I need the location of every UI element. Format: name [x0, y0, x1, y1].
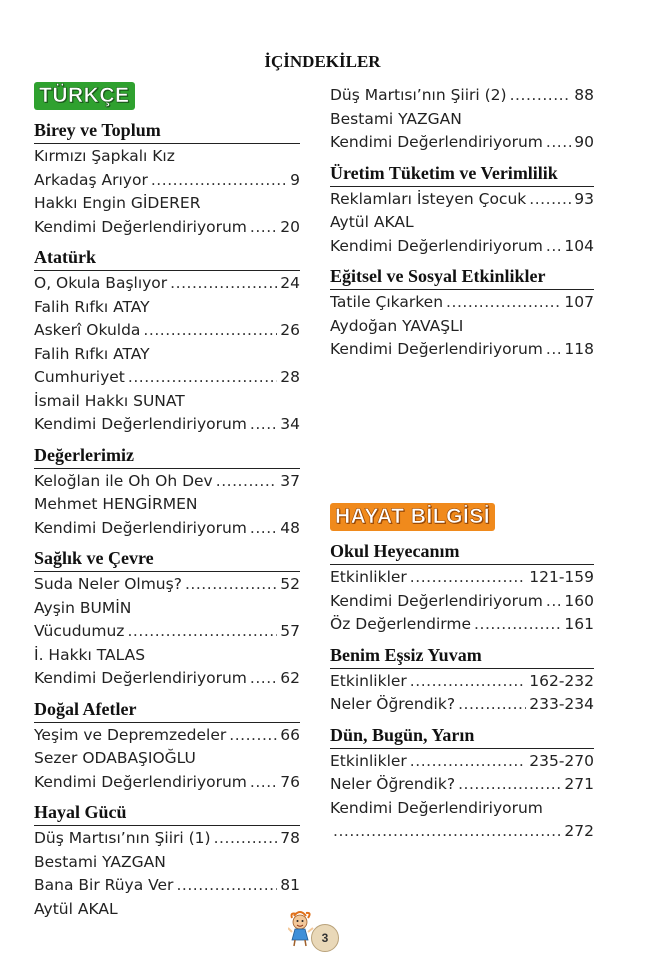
dot-leader [546, 235, 562, 259]
entry-title: Öz Değerlendirme [330, 615, 472, 633]
entry-page-number: 24 [280, 274, 300, 292]
entry-page-number: 118 [564, 340, 594, 358]
dot-leader [128, 366, 277, 390]
entry-page-number: 162-232 [529, 671, 594, 690]
entry-author-or-title: Kırmızı Şapkalı Kız [34, 147, 175, 165]
entry-page-number: 9 [290, 170, 300, 189]
entry-title: Etkinlikler [330, 751, 407, 770]
entry-title: Kendimi Değerlendiriyorum [34, 669, 247, 687]
entry-title: Vücudumuz [34, 622, 125, 640]
entry-page-number: 272 [564, 822, 594, 840]
hayat-bilgisi-section-list [330, 539, 594, 844]
dot-leader [446, 291, 561, 315]
section-divider [34, 468, 300, 469]
section-title: Doğal Afetler [34, 698, 137, 719]
dot-leader [127, 620, 277, 644]
section-divider [34, 825, 300, 826]
dot-leader [410, 566, 526, 590]
toc-entry [330, 84, 594, 108]
entry-page-number: 161 [564, 615, 594, 633]
toc-entry [330, 566, 594, 590]
section-divider [330, 668, 594, 669]
entry-title: Neler Öğrendik? [330, 775, 456, 793]
dot-leader [250, 413, 277, 437]
toc-entry [34, 413, 300, 437]
entry-title: Cumhuriyet [34, 368, 125, 386]
entry-title: Yeşim ve Depremzedeler [34, 725, 227, 744]
entry-page-number: 121-159 [529, 568, 594, 586]
toc-entry [330, 750, 594, 774]
toc-section [330, 161, 594, 259]
toc-entry [34, 216, 300, 240]
toc-entry [34, 874, 300, 898]
entry-title: O, Okula Başlıyor [34, 274, 168, 292]
entry-page-number: 104 [564, 236, 594, 255]
entry-page-number: 48 [280, 518, 300, 537]
dot-leader [250, 517, 277, 541]
entry-title: Reklamları İsteyen Çocuk [330, 189, 527, 208]
toc-entry [34, 272, 300, 296]
turkce-badge: TÜRKÇE [34, 82, 135, 110]
toc-entry [34, 169, 300, 193]
entry-author-or-title: Bestami YAZGAN [330, 109, 462, 128]
toc-entry [330, 291, 594, 315]
dot-leader [474, 613, 561, 637]
continued-entry-list [330, 84, 594, 155]
toc-entry [330, 670, 594, 694]
toc-entry [330, 613, 594, 637]
entry-title: Tatile Çıkarken [330, 293, 444, 311]
toc-entry [34, 366, 300, 390]
section-divider [34, 143, 300, 144]
toc-entry [34, 573, 300, 597]
dot-leader [333, 820, 561, 844]
entry-title: Kendimi Değerlendiriyorum [330, 591, 543, 610]
section-divider [34, 571, 300, 572]
dot-leader [410, 750, 526, 774]
entry-author-or-title: İsmail Hakkı SUNAT [34, 391, 185, 410]
toc-entry [34, 470, 300, 494]
section-divider [330, 748, 594, 749]
dot-leader [185, 573, 277, 597]
entry-title: Arkadaş Arıyor [34, 170, 148, 189]
toc-entry [330, 338, 594, 362]
section-divider [34, 722, 300, 723]
toc-entry [34, 319, 300, 343]
entry-page-number: 28 [280, 368, 300, 386]
dot-leader [546, 338, 562, 362]
entry-page-number: 76 [280, 772, 300, 791]
entry-author-or-title: Bestami YAZGAN [34, 852, 166, 871]
toc-section [34, 245, 300, 437]
toc-entry [330, 131, 594, 155]
section-title: Hayal Gücü [34, 802, 127, 822]
entry-page-number: 37 [280, 471, 300, 490]
section-title: Üretim Tüketim ve Verimlilik [330, 162, 558, 183]
dot-leader [151, 169, 287, 193]
entry-title: Kendimi Değerlendiriyorum [34, 217, 247, 236]
section-title: Birey ve Toplum [34, 120, 161, 140]
dot-leader [250, 667, 277, 691]
entry-page-number: 160 [564, 591, 594, 610]
entry-page-number: 52 [280, 575, 300, 593]
dot-leader [410, 670, 526, 694]
entry-author-or-title: Aytül AKAL [34, 899, 118, 918]
toc-section [330, 723, 594, 844]
section-divider [34, 270, 300, 271]
left-column [34, 82, 300, 921]
entry-author-or-title: Mehmet HENGİRMEN [34, 495, 198, 513]
dot-leader [250, 771, 277, 795]
entry-title: Kendimi Değerlendiriyorum [34, 518, 247, 537]
section-title: Okul Heyecanım [330, 541, 460, 561]
entry-title: Suda Neler Olmuş? [34, 575, 182, 593]
entry-title: Kendimi Değerlendiriyorum [330, 236, 543, 255]
entry-page-number: 107 [564, 293, 594, 311]
section-title: Atatürk [34, 247, 96, 267]
entry-page-number: 62 [280, 669, 300, 687]
toc-section [34, 800, 300, 921]
entry-title: Kendimi Değerlendiriyorum [34, 415, 247, 433]
toc-entry [34, 724, 300, 748]
dot-leader [170, 272, 277, 296]
turkce-section-list [34, 118, 300, 921]
entry-author-or-title: Aydoğan YAVAŞLI [330, 316, 464, 335]
dot-leader [546, 590, 562, 614]
entry-page-number: 93 [574, 189, 594, 208]
entry-page-number: 66 [280, 725, 300, 744]
toc-entry [330, 820, 594, 844]
toc-section [330, 264, 594, 362]
entry-page-number: 20 [280, 217, 300, 236]
entry-author-or-title: İ. Hakkı TALAS [34, 645, 146, 664]
entry-title: Askerî Okulda [34, 321, 141, 339]
dot-leader [250, 216, 277, 240]
section-title: Değerlerimiz [34, 444, 134, 465]
section-divider [330, 186, 594, 187]
entry-title: Kendimi Değerlendiriyorum [34, 772, 247, 791]
section-title: Sağlık ve Çevre [34, 548, 154, 568]
entry-title: Kendimi Değerlendiriyorum [330, 340, 543, 358]
entry-page-number: 34 [280, 415, 300, 433]
dot-leader [510, 84, 572, 108]
section-title: Eğitsel ve Sosyal Etkinlikler [330, 266, 546, 286]
toc-section [330, 539, 594, 637]
entry-author-or-title: Falih Rıfkı ATAY [34, 297, 150, 316]
entry-author-or-title: Hakkı Engin GİDERER [34, 194, 201, 212]
toc-entry [330, 693, 594, 717]
dot-leader [176, 874, 277, 898]
right-section-list [330, 161, 594, 362]
toc-entry [330, 235, 594, 259]
dot-leader [458, 693, 526, 717]
dot-leader [458, 773, 561, 797]
dot-leader [214, 827, 278, 851]
hayat-bilgisi-subject-heading [330, 503, 594, 533]
entry-title: Neler Öğrendik? [330, 695, 456, 713]
toc-entry [330, 188, 594, 212]
entry-title: Kendimi Değerlendiriyorum [330, 133, 543, 151]
turkce-subject-heading [34, 82, 300, 112]
right-column-bottom [330, 503, 594, 844]
hayat-bilgisi-badge: HAYAT BİLGİSİ [330, 503, 495, 531]
entry-title: Düş Martısı’nın Şiiri (1) [34, 829, 211, 847]
entry-page-number: 78 [280, 829, 300, 847]
dot-leader [143, 319, 277, 343]
toc-entry [330, 590, 594, 614]
entry-author-or-title: Falih Rıfkı ATAY [34, 344, 150, 363]
entry-title: Keloğlan ile Oh Oh Dev [34, 471, 213, 490]
toc-entry [34, 517, 300, 541]
entry-author-or-title: Aytül AKAL [330, 213, 414, 231]
toc-section [330, 643, 594, 717]
toc-entry [34, 771, 300, 795]
entry-title: Etkinlikler [330, 671, 407, 690]
entry-title: Bana Bir Rüya Ver [34, 876, 174, 894]
dot-leader [529, 188, 571, 212]
entry-title: Etkinlikler [330, 568, 407, 586]
toc-section [34, 118, 300, 239]
dot-leader [216, 470, 278, 494]
toc-entry [330, 773, 594, 797]
entry-title: Düş Martısı’nın Şiiri (2) [330, 86, 507, 104]
entry-page-number: 233-234 [529, 695, 594, 713]
entry-author-or-title: Ayşin BUMİN [34, 598, 132, 617]
entry-page-number: 88 [574, 86, 594, 104]
right-column-top [330, 84, 594, 362]
entry-page-number: 26 [280, 321, 300, 339]
entry-page-number: 57 [280, 622, 300, 640]
section-title: Benim Eşsiz Yuvam [330, 644, 482, 665]
entry-author-or-title: Sezer ODABAŞIOĞLU [34, 749, 196, 767]
dot-leader [229, 724, 277, 748]
page-number: 3 [311, 924, 339, 952]
toc-entry [34, 620, 300, 644]
toc-entry [34, 667, 300, 691]
section-title: Dün, Bugün, Yarın [330, 724, 475, 745]
dot-leader [546, 131, 571, 155]
entry-page-number: 90 [574, 133, 594, 151]
section-divider [330, 289, 594, 290]
toc-section [34, 443, 300, 541]
entry-page-number: 81 [280, 876, 300, 894]
toc-entry [34, 827, 300, 851]
toc-section [34, 546, 300, 691]
entry-author-or-title: Kendimi Değerlendiriyorum [330, 798, 543, 817]
toc-section [34, 697, 300, 795]
entry-page-number: 271 [564, 775, 594, 793]
section-divider [330, 564, 594, 565]
entry-page-number: 235-270 [529, 751, 594, 770]
page-title: İÇİNDEKİLER [264, 52, 381, 71]
